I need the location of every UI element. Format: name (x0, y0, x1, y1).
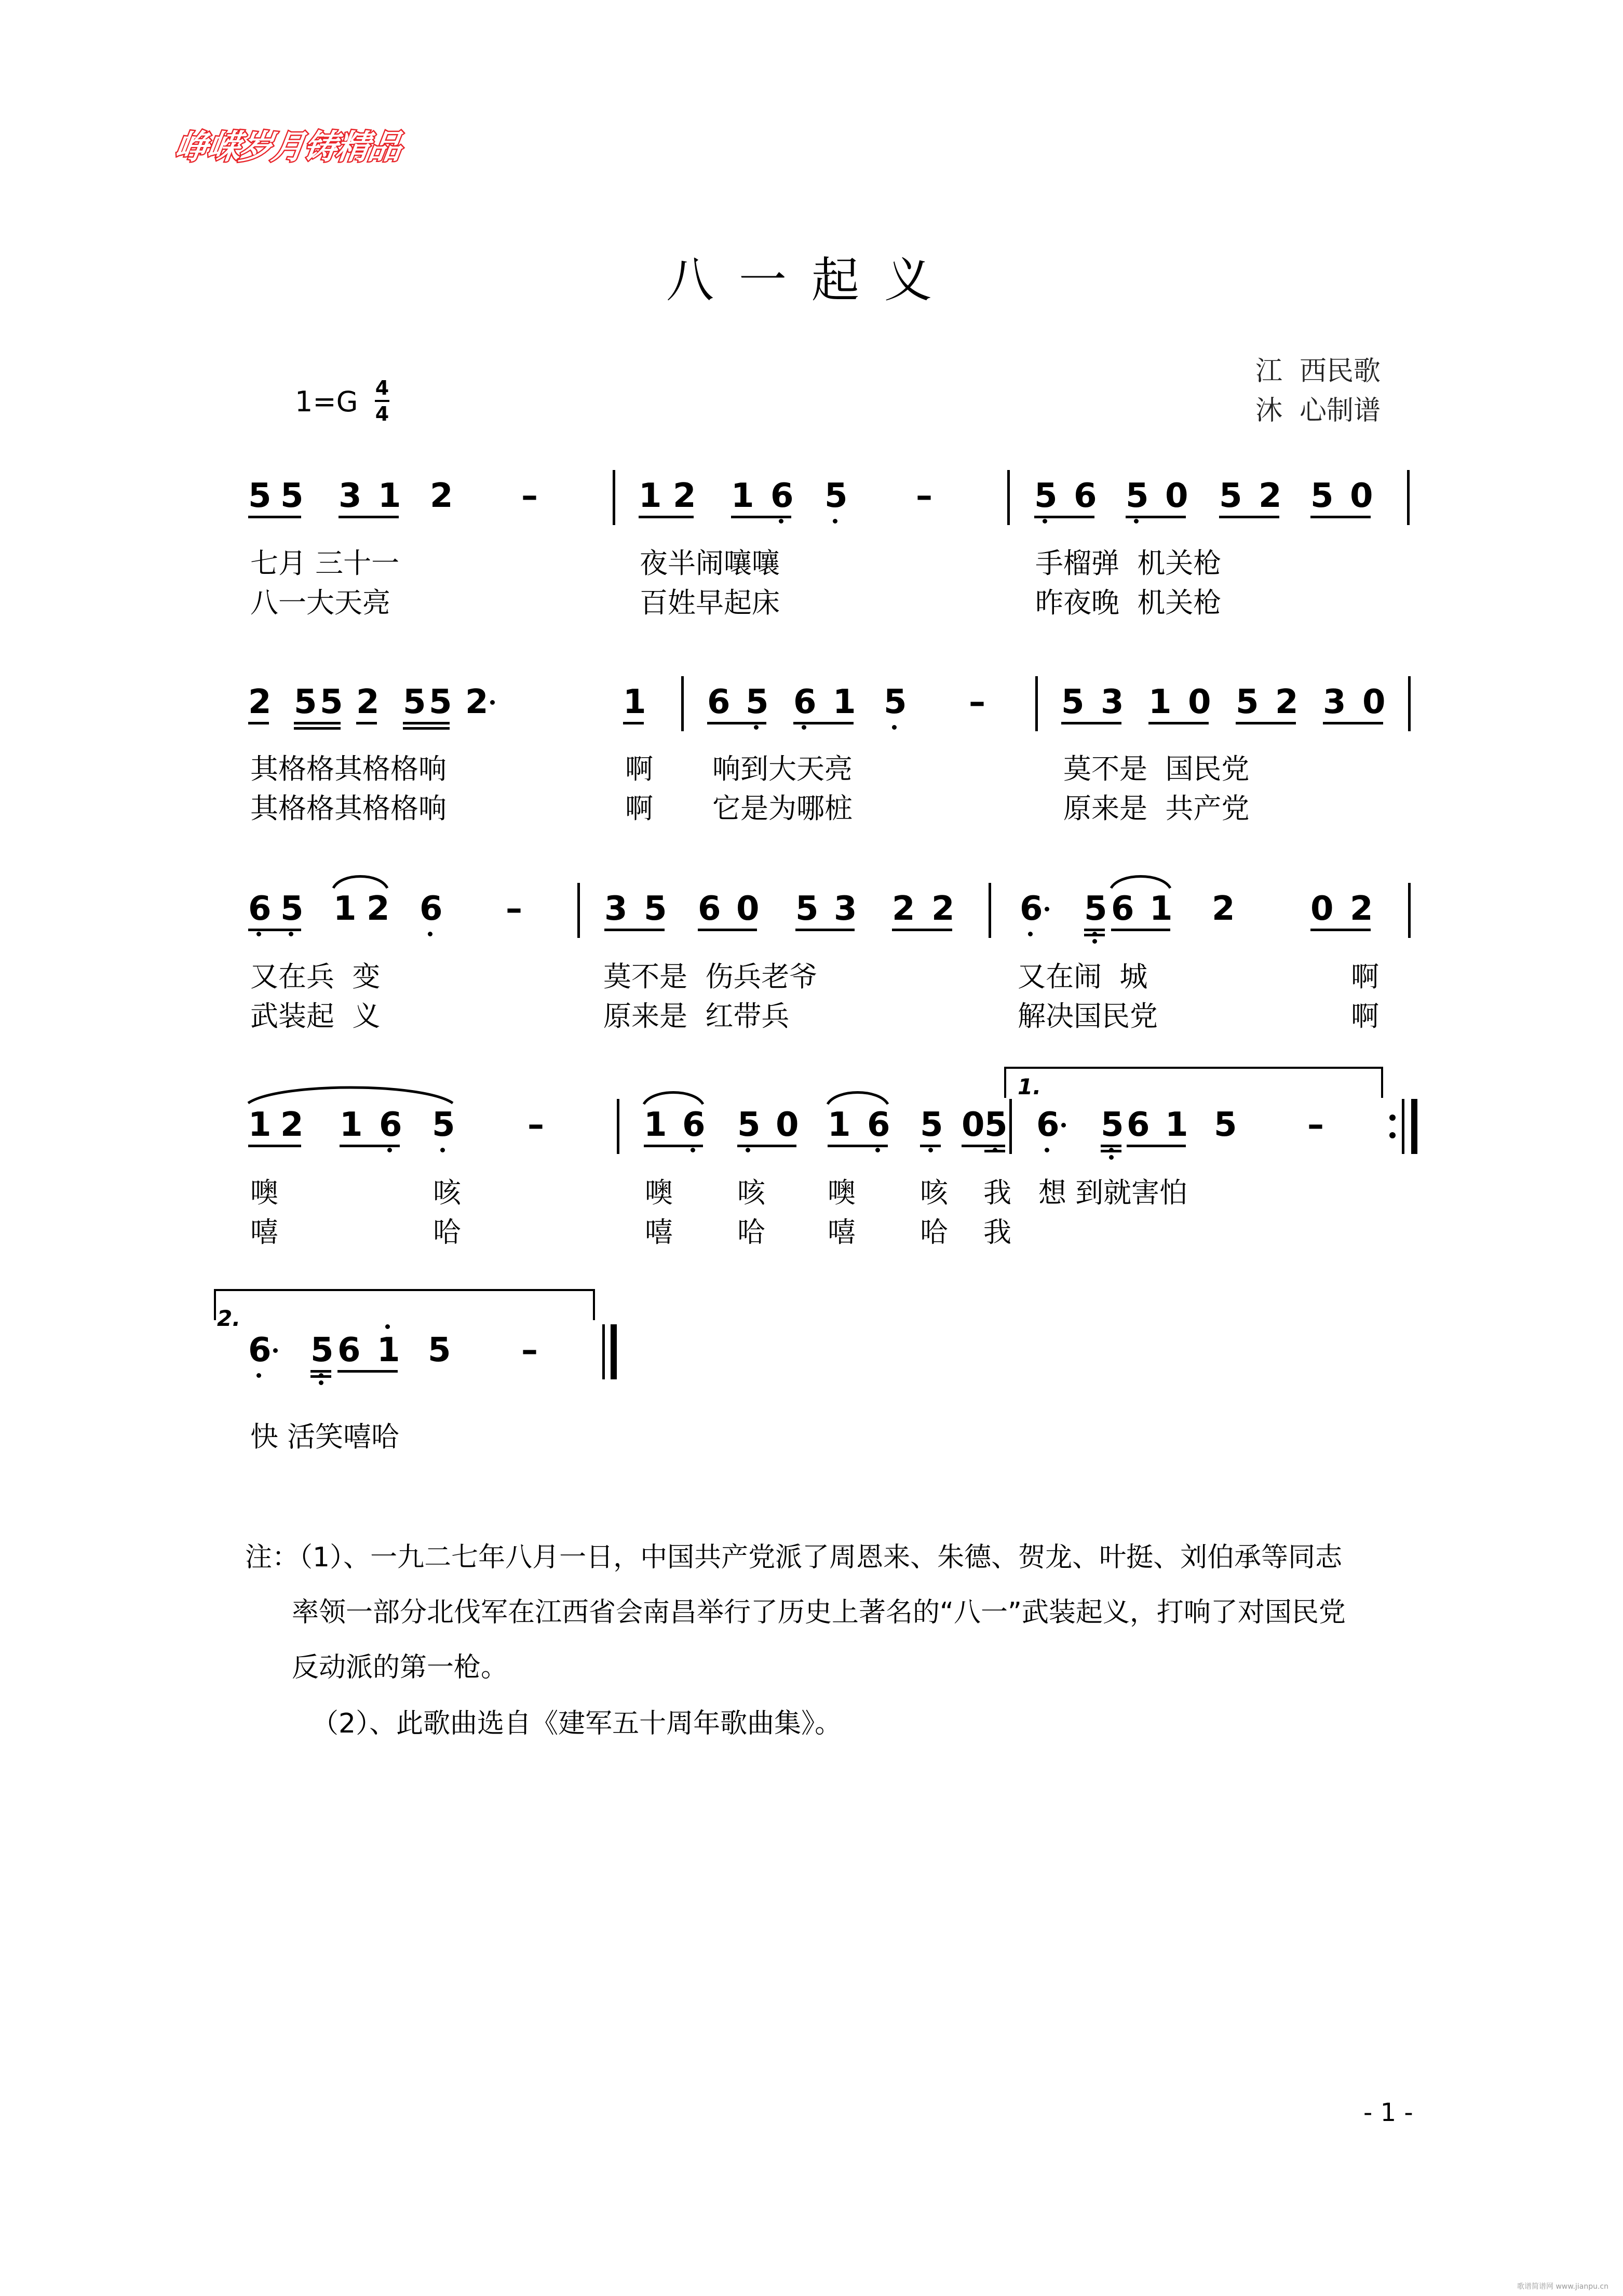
low-octave-dot (1043, 519, 1047, 523)
note: 3 (339, 477, 362, 515)
note: 1 (731, 477, 754, 515)
note: 5 (1236, 683, 1259, 721)
underline (248, 1145, 301, 1147)
note: 6 (1036, 1106, 1060, 1144)
note: 3 (1101, 683, 1124, 721)
lyric: 嘻 (828, 1216, 856, 1248)
underline (1148, 722, 1209, 724)
underline (310, 1370, 331, 1373)
underline (356, 722, 377, 724)
note: 6 (1020, 890, 1043, 928)
note: 1 (644, 1106, 667, 1144)
note: 5 (1310, 477, 1334, 515)
note: 5 (280, 890, 304, 928)
note: 2 (1212, 890, 1235, 928)
augmentation-dot (1061, 1123, 1066, 1127)
low-octave-dot (1134, 519, 1139, 523)
slur (644, 1089, 703, 1104)
note: 1 (828, 1106, 851, 1144)
note: 2 (1350, 890, 1373, 928)
note: 1 (340, 1106, 363, 1144)
note: 5 (1219, 477, 1242, 515)
dash: – (506, 890, 522, 928)
footer-mark: 歌谱简谱网 www.jianpu.cn (1517, 2282, 1608, 2291)
note: 1 (377, 1331, 400, 1369)
underline (1310, 516, 1371, 518)
note: 5 (432, 1106, 455, 1144)
lyric: 七月 三十一 (250, 547, 400, 580)
lyric: 其格格其格格响 (250, 753, 447, 785)
note: 2 (1259, 477, 1282, 515)
note: 0 (736, 890, 760, 928)
note: 5 (1061, 683, 1085, 721)
note: 0 (1362, 683, 1386, 721)
note: 5 (824, 477, 848, 515)
note: 6 (1074, 477, 1097, 515)
volta-hook (593, 1289, 595, 1320)
underline (1034, 516, 1094, 518)
note: 6 (698, 890, 721, 928)
low-octave-dot (875, 1148, 880, 1152)
lyric: 它是为哪桩 (712, 792, 853, 825)
underline (337, 1370, 398, 1373)
note: 2 (430, 477, 453, 515)
low-octave-dot (256, 1373, 261, 1378)
note: 1 (248, 1106, 272, 1144)
lyric: 噢 (250, 1176, 278, 1209)
lyric: 其格格其格格响 (250, 792, 447, 825)
note: 2 (1275, 683, 1299, 721)
note: 2 (248, 683, 272, 721)
note: 1 (333, 890, 357, 928)
note: 3 (604, 890, 628, 928)
note: 3 (834, 890, 857, 928)
note: 0 (1350, 477, 1373, 515)
lyric: 武装起 义 (250, 1000, 381, 1032)
note: 6 (337, 1331, 361, 1369)
note: 5 (280, 477, 304, 515)
author-origin: 江 西民歌 (1255, 356, 1381, 387)
lyric: 啊 (1351, 1000, 1379, 1032)
note: 2 (356, 683, 380, 721)
note: 1 (1148, 683, 1172, 721)
note: 2 (931, 890, 955, 928)
note: 1 (1149, 890, 1173, 928)
note: 0 (962, 1106, 985, 1144)
note: 5 (294, 683, 317, 721)
page-title: 八一起义 (666, 252, 957, 308)
repeat-dot (1389, 1132, 1396, 1138)
underline (1126, 516, 1186, 518)
lyric: 莫不是 伤兵老爷 (603, 960, 818, 993)
lyric: 哈 (920, 1216, 948, 1248)
note: 6 (420, 890, 443, 928)
underline (1084, 934, 1105, 936)
low-octave-dot (754, 725, 759, 730)
note: 0 (1165, 477, 1188, 515)
lyric: 咳 (737, 1176, 765, 1209)
barline (1408, 676, 1411, 731)
underline (403, 722, 450, 724)
underline (795, 929, 855, 931)
note: 2 (673, 477, 696, 515)
lyric: 莫不是 国民党 (1063, 753, 1250, 785)
slur (828, 1089, 888, 1104)
note: 6 (1127, 1106, 1150, 1144)
underline (1310, 929, 1371, 931)
underline (1323, 722, 1383, 724)
lyric: 啊 (625, 753, 653, 785)
underline (623, 722, 644, 724)
barline (1411, 1099, 1417, 1154)
note: 6 (682, 1106, 706, 1144)
note-line-3: 反动派的第一枪。 (292, 1652, 508, 1683)
lyric: 我 (983, 1216, 1011, 1248)
underline (892, 929, 952, 931)
note: 1 (833, 683, 856, 721)
note: 5 (795, 890, 819, 928)
note: 5 (1034, 477, 1058, 515)
underline (294, 727, 341, 730)
lyric: 我 (983, 1176, 1011, 1209)
low-octave-dot (691, 1148, 695, 1152)
lyric: 昨夜晚 机关枪 (1035, 586, 1222, 619)
note: 5 (248, 477, 272, 515)
note: 0 (776, 1106, 799, 1144)
slur (248, 1082, 453, 1103)
note: 6 (793, 683, 817, 721)
dash: – (528, 1106, 544, 1144)
barline (613, 470, 615, 525)
underline (984, 1150, 1005, 1152)
slur (333, 872, 387, 888)
lyric: 嘻 (645, 1216, 673, 1248)
note: 5 (429, 683, 452, 721)
underline (828, 1145, 888, 1147)
lyric: 咳 (920, 1176, 948, 1209)
note: 2 (367, 890, 390, 928)
note: 5 (310, 1331, 334, 1369)
underline (248, 929, 301, 931)
watermark-logo: 峥嵘岁月铸精品 (172, 128, 403, 167)
first-ending-label: 1. (1018, 1074, 1042, 1099)
underline (1111, 929, 1170, 931)
note: 1 (623, 683, 646, 721)
high-octave-dot (385, 1324, 390, 1329)
low-octave-dot (428, 932, 432, 936)
underline (639, 516, 694, 518)
note-line-2: 率领一部分北伐军在江西省会南昌举行了历史上著名的“八一”武装起义，打响了对国民党 (292, 1597, 1346, 1628)
note: 5 (1101, 1106, 1124, 1144)
lyric: 噢 (645, 1176, 673, 1209)
low-octave-dot (1109, 1155, 1114, 1160)
note: 2 (280, 1106, 304, 1144)
note: 2 (465, 683, 489, 721)
barline (1407, 470, 1410, 525)
barline (1009, 1099, 1012, 1154)
note: 5 (428, 1331, 451, 1369)
lyric: 手榴弹 机关枪 (1035, 547, 1222, 580)
augmentation-dot (490, 700, 495, 705)
barline (681, 676, 684, 731)
note: 6 (248, 890, 272, 928)
low-octave-dot (319, 1380, 323, 1385)
note: 6 (248, 1331, 272, 1369)
note: 5 (920, 1106, 943, 1144)
volta-hook (214, 1289, 216, 1320)
note-line-4: （2）、此歌曲选自《建军五十周年歌曲集》。 (312, 1708, 842, 1739)
volta-hook (1381, 1067, 1383, 1098)
note: 6 (707, 683, 731, 721)
note: 6 (1111, 890, 1134, 928)
underline (1101, 1150, 1121, 1152)
underline (1127, 1145, 1186, 1147)
dash: – (521, 1331, 538, 1369)
low-octave-dot (779, 519, 783, 523)
note: 5 (884, 683, 907, 721)
low-octave-dot (1028, 932, 1033, 936)
note: 5 (644, 890, 667, 928)
author-arranger: 沐 心制谱 (1255, 395, 1381, 426)
barline (602, 1324, 605, 1379)
note: 6 (770, 477, 794, 515)
low-octave-dot (256, 932, 261, 936)
note: 5 (737, 1106, 761, 1144)
augmentation-dot (1045, 907, 1049, 911)
lyric: 百姓早起床 (640, 586, 780, 619)
lyric: 哈 (433, 1216, 461, 1248)
barline (1402, 1099, 1404, 1154)
lyric: 八一大天亮 (250, 586, 390, 619)
note: 6 (867, 1106, 890, 1144)
dash: – (969, 683, 985, 721)
low-octave-dot (746, 1148, 750, 1152)
lyric: 夜半闹嚷嚷 (640, 547, 780, 580)
note: 5 (403, 683, 426, 721)
repeat-dot (1389, 1115, 1396, 1121)
volta-line (214, 1289, 593, 1291)
note: 0 (1188, 683, 1211, 721)
lyric: 哈 (737, 1216, 765, 1248)
lyric: 响到大天亮 (712, 753, 853, 785)
low-octave-dot (289, 932, 293, 936)
low-octave-dot (802, 725, 806, 730)
underline (294, 722, 341, 724)
lyric: 噢 (828, 1176, 856, 1209)
lyric: 又在闹 城 (1018, 960, 1148, 993)
underline (644, 1145, 703, 1147)
key-signature: 1=G (295, 385, 358, 418)
low-octave-dot (387, 1148, 392, 1152)
barline (989, 883, 991, 938)
underline (1219, 516, 1279, 518)
note: 5 (1214, 1106, 1237, 1144)
low-octave-dot (892, 725, 897, 730)
barline (617, 1099, 619, 1154)
note-line-1: 注：（1）、一九二七年八月一日，中国共产党派了周恩来、朱德、贺龙、叶挺、刘伯承等同志 (245, 1542, 1343, 1573)
lyric: 啊 (625, 792, 653, 825)
lyric: 原来是 红带兵 (603, 1000, 790, 1032)
lyric: 原来是 共产党 (1063, 792, 1250, 825)
underline (793, 722, 854, 724)
lyric: 咳 (433, 1176, 461, 1209)
low-octave-dot (1045, 1148, 1049, 1152)
barline (1035, 676, 1038, 731)
note: 2 (892, 890, 915, 928)
low-octave-dot (833, 519, 837, 523)
underline (403, 727, 450, 730)
note: 0 (1310, 890, 1334, 928)
note: 5 (1084, 890, 1107, 928)
underline (920, 1145, 941, 1147)
page-number: - 1 - (1363, 2098, 1413, 2127)
underline (340, 1145, 400, 1147)
note: 5 (1126, 477, 1149, 515)
underline (962, 1145, 1005, 1147)
lyric: 嘻 (250, 1216, 278, 1248)
barline (1408, 883, 1411, 938)
underline (248, 516, 301, 518)
note: 5 (984, 1106, 1008, 1144)
time-signature (375, 377, 389, 425)
lyric: 解决国民党 (1018, 1000, 1158, 1032)
volta-hook (1004, 1067, 1006, 1098)
lyric: 想 到就害怕 (1038, 1176, 1188, 1209)
note: 1 (1165, 1106, 1188, 1144)
low-octave-dot (1092, 939, 1097, 944)
underline (1236, 722, 1296, 724)
augmentation-dot (273, 1348, 278, 1353)
dash: – (1307, 1106, 1324, 1144)
underline (604, 929, 665, 931)
underline (737, 1145, 796, 1147)
slur (1111, 872, 1170, 888)
underline (707, 722, 766, 724)
lyric: 又在兵 变 (250, 960, 381, 993)
underline (698, 929, 757, 931)
barline (1007, 470, 1010, 525)
time-signature-top: 4 (375, 377, 389, 399)
second-ending-label: 2. (217, 1306, 241, 1331)
note: 5 (746, 683, 769, 721)
underline (1101, 1145, 1121, 1147)
note: 5 (320, 683, 343, 721)
time-signature-bottom: 4 (375, 402, 389, 425)
dash: – (916, 477, 932, 515)
barline (577, 883, 580, 938)
barline (611, 1324, 617, 1379)
underline (248, 722, 269, 724)
lyric: 快 活笑嘻哈 (250, 1420, 400, 1453)
low-octave-dot (440, 1148, 445, 1152)
note: 6 (379, 1106, 402, 1144)
underline (731, 516, 791, 518)
volta-line (1004, 1067, 1381, 1069)
underline (1084, 929, 1105, 931)
note: 3 (1323, 683, 1346, 721)
underline (339, 516, 399, 518)
low-octave-dot (928, 1148, 933, 1152)
underline (310, 1375, 331, 1378)
lyric: 啊 (1351, 960, 1379, 993)
note: 1 (639, 477, 662, 515)
note: 1 (378, 477, 401, 515)
underline (1061, 722, 1121, 724)
dash: – (521, 477, 538, 515)
